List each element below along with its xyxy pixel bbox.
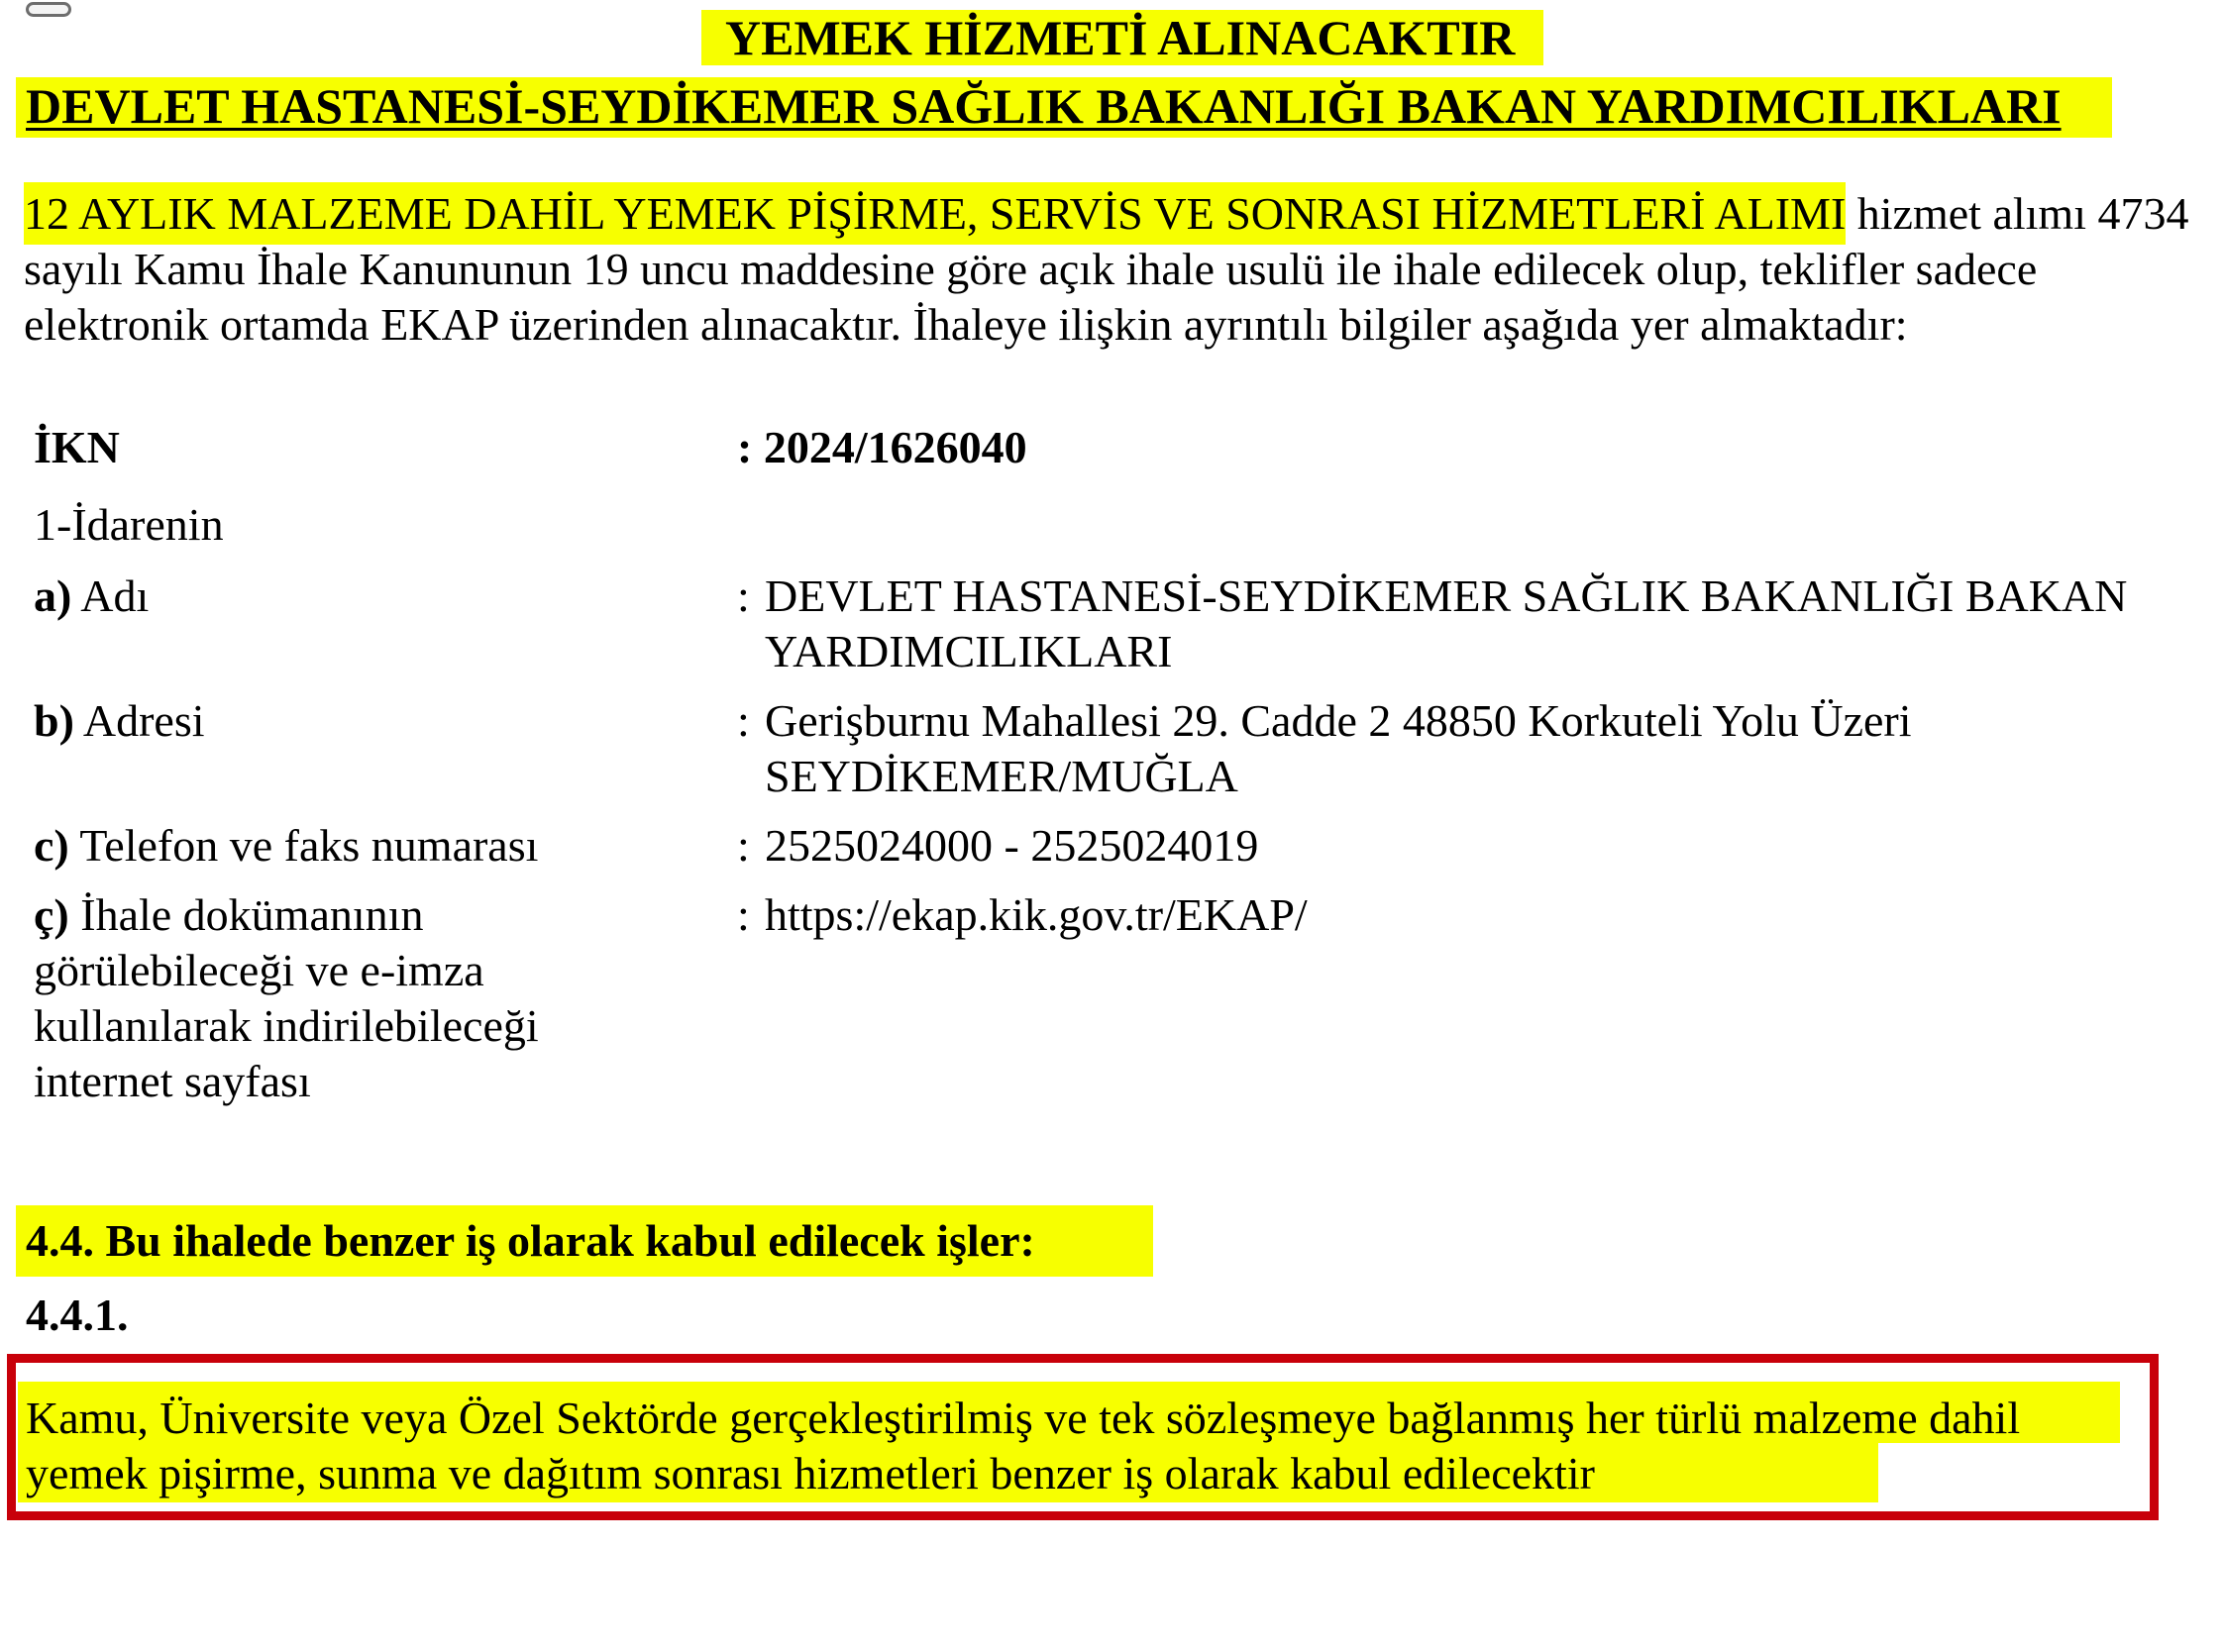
document-title: YEMEK HİZMETİ ALINACAKTIR <box>701 10 1543 65</box>
address-label: b) Adresi <box>34 695 205 746</box>
similar-work-text: Kamu, Üniversite veya Özel Sektörde gerçekleştirilmiş ve tek sözleşmeye bağlanmış her türlü malzeme dahil yemek pişirme, sunma ve dağıtım sonrası hizmetleri benzer iş olarak kabul edilecektir <box>26 1393 2021 1498</box>
website-row: ç) İhale dokümanının görülebileceği ve e-imza kullanılarak indirilebileceği internet sayfası : https://ekap.kik.gov.tr/EKAP/ <box>34 887 2193 1115</box>
intro-text: hizmet alımı 4734 sayılı Kamu İhale Kanununun 19 uncu maddesine göre açık ihale usulü ile ihale edilecek olup, teklifler sadece elektronik ortamda EKAP üzerinden alınacaktır. İhaleye ilişkin ayrıntılı bilgiler aşağıda yer almaktadır: <box>24 188 2189 350</box>
address-row: b) Adresi : Gerişburnu Mahallesi 29. Cadde 2 48850 Korkuteli Yolu Üzeri SEYDİKEMER/MUĞLA <box>34 695 1912 801</box>
institution-heading: DEVLET HASTANESİ-SEYDİKEMER SAĞLIK BAKANLIĞI BAKAN YARDIMCILIKLARI <box>16 77 2112 138</box>
website-label: ç) İhale dokümanının görülebileceği ve e-imza kullanılarak indirilebileceği internet sayfası <box>34 889 539 1106</box>
section-label: 1-İdarenin <box>34 499 224 550</box>
intro-paragraph <box>24 186 2203 353</box>
toggle-handle[interactable] <box>26 2 71 17</box>
ekap-link[interactable]: https://ekap.kik.gov.tr/EKAP/ <box>765 889 1308 940</box>
phone-row: c) Telefon ve faks numarası : 2525024000 - 2525024019 <box>34 818 2193 878</box>
phone-label: c) Telefon ve faks numarası <box>34 820 539 871</box>
name-row: a) Adı : DEVLET HASTANESİ-SEYDİKEMER SAĞLIK BAKANLIĞI BAKAN YARDIMCILIKLARI <box>34 570 2128 676</box>
subsection-number: 4.4.1. <box>26 1290 129 1340</box>
ikn-row <box>34 420 2193 479</box>
ikn-value: : 2024/1626040 <box>737 422 1027 472</box>
ikn-label: İKN <box>34 422 120 472</box>
similar-work-heading: 4.4. Bu ihalede benzer iş olarak kabul edilecek işler: <box>16 1205 1153 1277</box>
name-label: a) Adı <box>34 570 150 621</box>
section-label-row <box>34 497 2193 557</box>
tender-subject: 12 AYLIK MALZEME DAHİL YEMEK PİŞİRME, SERVİS VE SONRASI HİZMETLERİ ALIMI <box>24 182 1846 245</box>
